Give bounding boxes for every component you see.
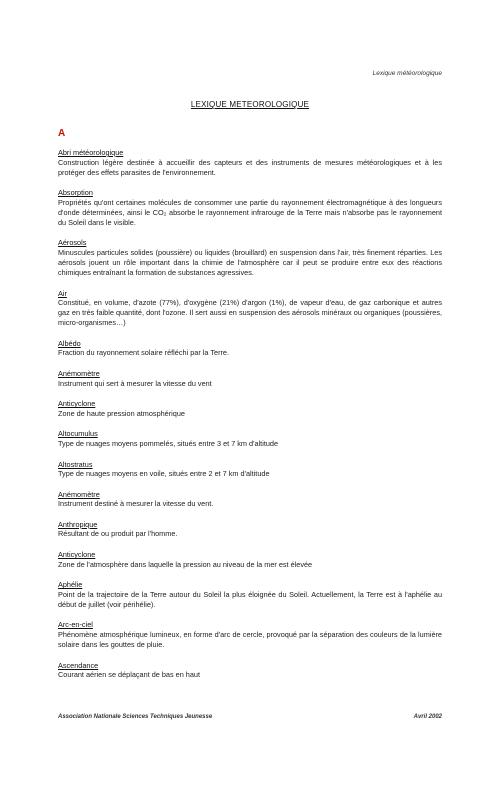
glossary-entry xyxy=(58,461,442,480)
glossary-entry xyxy=(58,491,442,510)
glossary-entry xyxy=(58,521,442,540)
running-header: Lexique météorologique xyxy=(372,70,442,77)
glossary-entry xyxy=(58,581,442,610)
glossary-entry xyxy=(58,430,442,449)
entry-definition: Zone de haute pression atmosphérique xyxy=(58,408,185,418)
entry-term: Air xyxy=(58,288,67,298)
entry-definition: Type de nuages moyens pommelés, situés entre 3 et 7 km d'altitude xyxy=(58,438,279,448)
entry-definition: Zone de l'atmosphère dans laquelle la pression au niveau de la mer est élevée xyxy=(58,559,313,569)
glossary-entry xyxy=(58,551,442,570)
entry-term: Anticyclone xyxy=(58,550,96,560)
glossary-entry xyxy=(58,290,442,329)
glossary-list xyxy=(58,149,442,692)
entry-term: Arc-en-ciel xyxy=(58,620,93,630)
entry-term: Anticyclone xyxy=(58,399,96,409)
glossary-entry xyxy=(58,621,442,650)
entry-definition: Point de la trajectoire de la Terre autour du Soleil la plus éloignée du Soleil. Actuellement, la Terre est à l'aphélie au début de juillet (voir périhélie). xyxy=(58,589,442,609)
glossary-entry xyxy=(58,189,442,228)
entry-term: Anémomètre xyxy=(58,368,100,378)
entry-definition: Instrument destiné à mesurer la vitesse du vent. xyxy=(58,499,214,509)
entry-definition: Courant aérien se déplaçant de bas en haut xyxy=(58,670,200,680)
glossary-entry xyxy=(58,662,442,681)
entry-definition: Phénomène atmosphérique lumineux, en forme d'arc de cercle, provoqué par la séparation des couleurs de la lumière solaire dans les gouttes de pluie. xyxy=(58,630,442,650)
entry-term: Altostratus xyxy=(58,459,93,469)
glossary-entry xyxy=(58,239,442,278)
entry-term: Abri météorologique xyxy=(58,148,124,157)
entry-term: Albédo xyxy=(58,338,81,348)
entry-definition: Minuscules particules solides (poussière) ou liquides (brouillard) en suspension dans l'air, très finement réparties. Les aérosols jouent un rôle important dans la chimie de l'atmosphère car il peut se produire entre eux des réactions chimiques entraînant la formation de substances agressives. xyxy=(58,247,442,277)
entry-term: Aérosols xyxy=(58,238,87,248)
page-title: LEXIQUE METEOROLOGIQUE xyxy=(190,100,310,109)
footer-date: Avril 2002 xyxy=(413,714,442,720)
entry-definition: Type de nuages moyens en voile, situés entre 2 et 7 km d'altitude xyxy=(58,469,270,479)
entry-definition: Constitué, en volume, d'azote (77%), d'oxygène (21%) d'argon (1%), de vapeur d'eau, de gaz carbonique et autres gaz en très faible quantité, dont l'ozone. Il sert aussi en suspension des aérosols minéraux ou organiques (poussières, micro-organismes…) xyxy=(58,298,442,328)
entry-term: Ascendance xyxy=(58,660,99,670)
entry-definition: Construction légère destinée à accueillir des capteurs et des instruments de mesures météorologiques et à les protéger des effets parasites de l'environnement. xyxy=(58,157,442,177)
section-letter: A xyxy=(58,128,66,139)
glossary-entry xyxy=(58,340,442,359)
footer-organization: Association Nationale Sciences Techniques Jeunesse xyxy=(58,714,213,720)
glossary-entry xyxy=(58,370,442,389)
entry-term: Anthropique xyxy=(58,519,98,529)
glossary-entry xyxy=(58,149,442,178)
entry-definition: Instrument qui sert à mesurer la vitesse du vent xyxy=(58,378,212,388)
entry-definition: Résultant de ou produit par l'homme. xyxy=(58,529,178,539)
entry-term: Anémomètre xyxy=(58,489,100,499)
entry-definition: Fraction du rayonnement solaire réfléchi par la Terre. xyxy=(58,348,230,358)
entry-definition: Propriétés qu'ont certaines molécules de consommer une partie du rayonnement électromagnétique à des longueurs d'onde déterminées, ainsi le CO₂ absorbe le rayonnement infrarouge de la Terre mais n'absorbe pas le rayonnement du Soleil dans le visible. xyxy=(58,197,442,227)
entry-term: Absorption xyxy=(58,188,93,198)
glossary-entry xyxy=(58,400,442,419)
entry-term: Aphélie xyxy=(58,580,83,590)
entry-term: Altocumulus xyxy=(58,429,98,439)
